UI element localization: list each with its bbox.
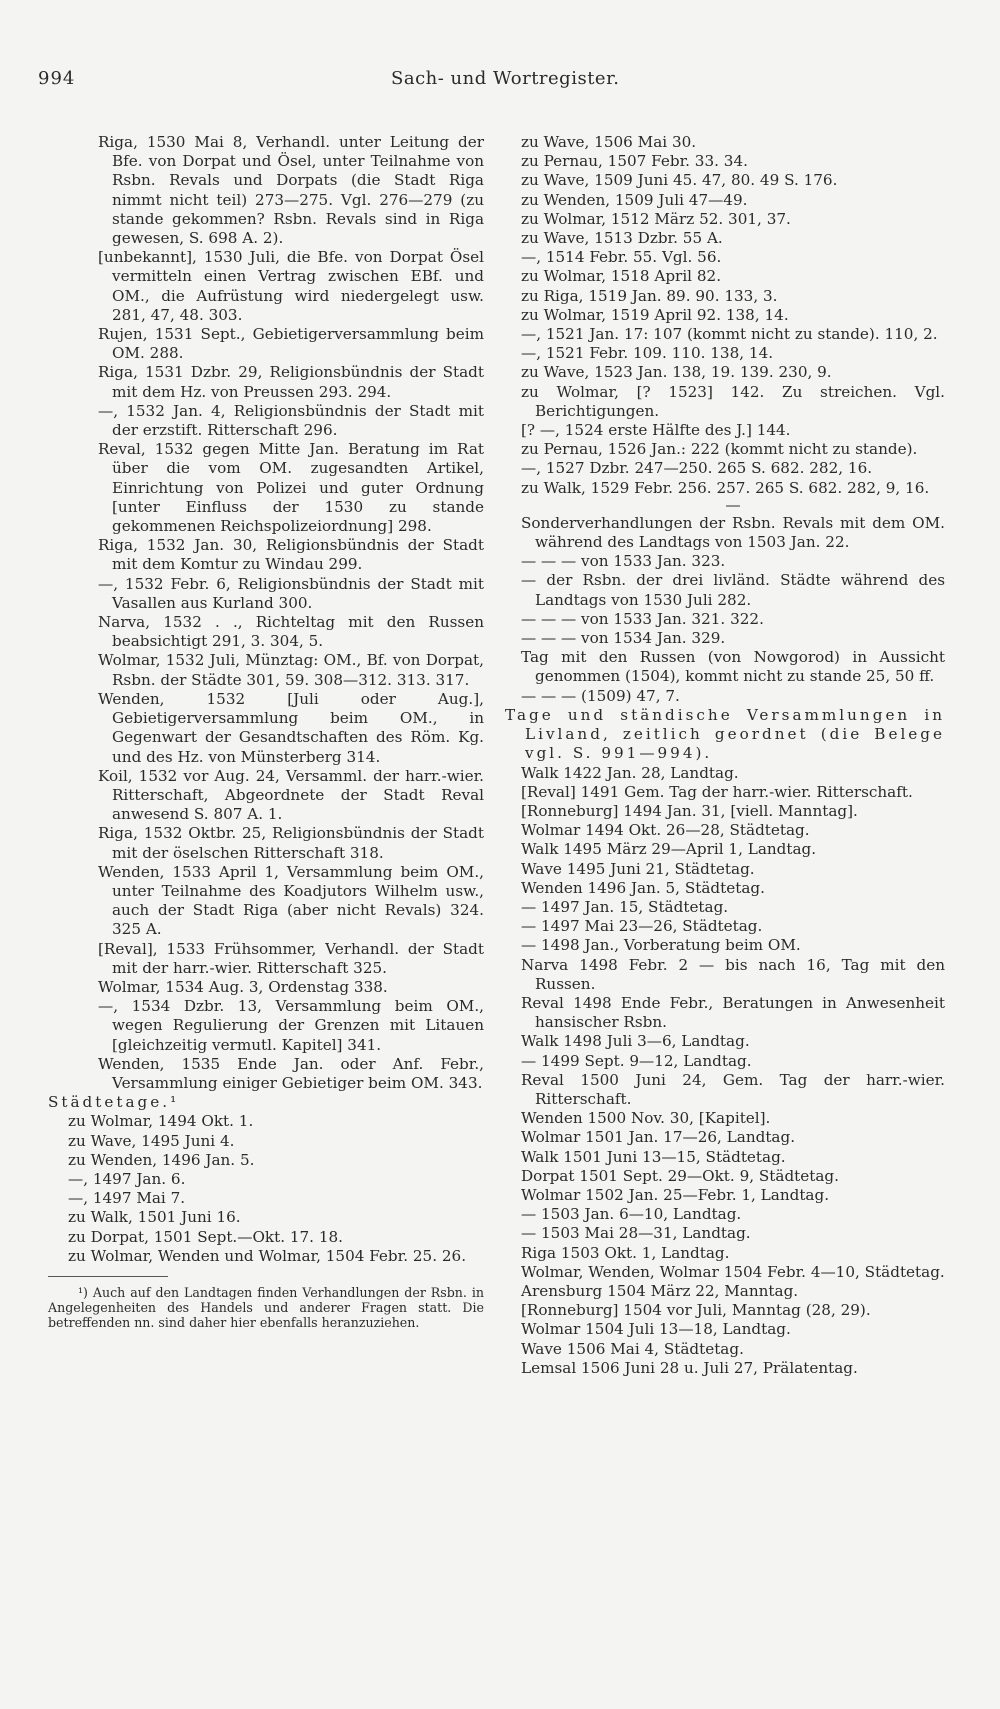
list-item: Dorpat 1501 Sept. 29—Okt. 9, Städtetag. (521, 1166, 839, 1185)
index-entry: Riga, 1532 Jan. 30, Religionsbündnis der Stadt mit dem Komtur zu Windau 299. (98, 536, 484, 574)
list-item: [Ronneburg] 1504 vor Juli, Manntag (28, 29). (521, 1301, 871, 1320)
list-item: — — — von 1533 Jan. 321. 322. (521, 609, 764, 628)
index-entry: Wenden, 1535 Ende Jan. oder Anf. Febr., Versammlung einiger Gebietiger beim OM. 343. (98, 1054, 484, 1092)
list-item: Lemsal 1506 Juni 28 u. Juli 27, Prälatentag. (521, 1358, 858, 1377)
index-entry: Rujen, 1531 Sept., Gebietigerversammlung beim OM. 288. (98, 325, 484, 363)
list-item: zu Pernau, 1526 Jan.: 222 (kommt nicht zu stande). (521, 440, 918, 459)
list-item: zu Walk, 1529 Febr. 256. 257. 265 S. 682. 282, 9, 16. (521, 478, 930, 497)
list-item: Reval 1500 Juni 24, Gem. Tag der harr.-wier. Ritterschaft. (521, 1070, 945, 1108)
list-item: zu Wolmar, 1512 März 52. 301, 37. (521, 209, 791, 228)
footnote-rule (48, 1276, 168, 1277)
list-item: —, 1521 Jan. 17: 107 (kommt nicht zu stande). 110, 2. (521, 325, 938, 344)
list-item: Wave 1506 Mai 4, Städtetag. (521, 1339, 744, 1358)
left-column (48, 133, 484, 1330)
index-entry: Wenden, 1533 April 1, Versammlung beim OM., unter Teilnahme des Koadjutors Wilhelm usw., auch der Stadt Riga (aber nicht Revals) 324. 325 A. (98, 862, 484, 939)
list-item: zu Wave, 1523 Jan. 138, 19. 139. 230, 9. (521, 363, 832, 382)
list-item: —, 1527 Dzbr. 247—250. 265 S. 682. 282, 16. (521, 459, 873, 478)
left-entries (98, 133, 484, 1093)
list-item: Walk 1495 März 29—April 1, Landtag. (521, 840, 817, 859)
list-item: zu Wenden, 1496 Jan. 5. (68, 1150, 255, 1169)
list-item: zu Wave, 1513 Dzbr. 55 A. (521, 229, 723, 248)
list-item: —, 1514 Febr. 55. Vgl. 56. (521, 248, 722, 267)
list-item: zu Wolmar, 1494 Okt. 1. (68, 1112, 254, 1131)
list-item: [Ronneburg] 1494 Jan. 31, [viell. Manntag]. (521, 801, 858, 820)
list-item: zu Wolmar, 1519 April 92. 138, 14. (521, 305, 789, 324)
list-item: —, 1497 Jan. 6. (68, 1169, 186, 1188)
list-item: [Reval] 1491 Gem. Tag der harr.-wier. Ritterschaft. (521, 782, 913, 801)
index-entry: Wenden, 1532 [Juli oder Aug.], Gebietigerversammlung beim OM., in Gegenwart der Gesandtschaften des Röm. Kg. und des Hz. von Münsterberg 314. (98, 689, 484, 766)
index-entry: Wolmar, 1532 Juli, Münztag: OM., Bf. von Dorpat, Rsbn. der Städte 301, 59. 308—312. 313. 317. (98, 651, 484, 689)
staedtetage-list (68, 1112, 484, 1266)
index-entry: Reval, 1532 gegen Mitte Jan. Beratung im Rat über die vom OM. zugesandten Artikel, Einrichtung von Polizei und guter Ordnung [unter Einfluss der 1530 zu stande gekommenen Reichspolizeiordnung] 298. (98, 440, 484, 536)
index-entry: Narva, 1532 . ., Richteltag mit den Russen beabsichtigt 291, 3. 304, 5. (98, 613, 484, 651)
list-item: zu Wenden, 1509 Juli 47—49. (521, 190, 748, 209)
list-item: zu Wolmar, [? 1523] 142. Zu streichen. Vgl. Berichtigungen. (521, 382, 945, 420)
list-item: Wenden 1496 Jan. 5, Städtetag. (521, 878, 765, 897)
list-item: — — — von 1534 Jan. 329. (521, 629, 726, 648)
list-item: zu Wave, 1509 Juni 45. 47, 80. 49 S. 176. (521, 171, 838, 190)
list-item: — — — (1509) 47, 7. (521, 686, 680, 705)
list-item: [? —, 1524 erste Hälfte des J.] 144. (521, 421, 791, 440)
index-entry: —, 1532 Jan. 4, Religionsbündnis der Stadt mit der erzstift. Ritterschaft 296. (98, 401, 484, 440)
list-item: zu Dorpat, 1501 Sept.—Okt. 17. 18. (68, 1227, 343, 1246)
list-item: zu Riga, 1519 Jan. 89. 90. 133, 3. (521, 286, 778, 305)
list-item: Wolmar 1501 Jan. 17—26, Landtag. (521, 1128, 796, 1147)
list-item: — 1498 Jan., Vorberatung beim OM. (521, 936, 801, 955)
list-item: zu Wave, 1506 Mai 30. (521, 133, 697, 151)
list-item: —, 1521 Febr. 109. 110. 138, 14. (521, 344, 774, 363)
list-item: zu Wave, 1495 Juni 4. (68, 1131, 235, 1150)
list-item: — — — von 1533 Jan. 323. (521, 552, 726, 571)
list-item: Walk 1498 Juli 3—6, Landtag. (521, 1032, 750, 1051)
list-item: Arensburg 1504 März 22, Manntag. (521, 1281, 799, 1300)
list-item: Walk 1501 Juni 13—15, Städtetag. (521, 1147, 786, 1166)
list-item: Wenden 1500 Nov. 30, [Kapitel]. (521, 1109, 771, 1128)
list-item: zu Pernau, 1507 Febr. 33. 34. (521, 152, 748, 171)
list-item: Wave 1495 Juni 21, Städtetag. (521, 859, 755, 878)
list-item: — der Rsbn. der drei livländ. Städte während des Landtags von 1530 Juli 282. (521, 571, 945, 609)
index-entry: Riga, 1532 Oktbr. 25, Religionsbündnis der Stadt mit der öselschen Ritterschaft 318. (98, 824, 484, 862)
list-item: zu Wolmar, 1518 April 82. (521, 267, 722, 286)
list-item: — 1497 Mai 23—26, Städtetag. (521, 917, 763, 936)
index-entry: —, 1534 Dzbr. 13, Versammlung beim OM., wegen Regulierung der Grenzen mit Litauen [gleichzeitig vermutl. Kapitel] 341. (98, 997, 484, 1054)
page-number: 994 (38, 68, 76, 89)
list-item: Narva 1498 Febr. 2 — bis nach 16, Tag mit den Russen. (521, 955, 945, 993)
list-item: Wolmar 1504 Juli 13—18, Landtag. (521, 1320, 791, 1339)
list-item: — 1499 Sept. 9—12, Landtag. (521, 1051, 752, 1070)
tage-list (521, 764, 945, 1379)
list-item: Wolmar, Wenden, Wolmar 1504 Febr. 4—10, Städtetag. (521, 1262, 945, 1281)
list-item: Wolmar 1494 Okt. 26—28, Städtetag. (521, 821, 810, 840)
index-entry: Riga, 1530 Mai 8, Verhandl. unter Leitung der Bfe. von Dorpat und Ösel, unter Teilnahme von Rsbn. Revals und Dorpats (die Stadt Riga nimmt nicht teil) 273—275. Vgl. 276—279 (zu stande gekommen? Rsbn. Revals sind in Riga gewesen, S. 698 A. 2). (98, 133, 484, 248)
list-item: —, 1497 Mai 7. (68, 1189, 186, 1208)
list-item: — 1503 Mai 28—31, Landtag. (521, 1224, 751, 1243)
list-item: Riga 1503 Okt. 1, Landtag. (521, 1243, 730, 1262)
index-entry: —, 1532 Febr. 6, Religionsbündnis der Stadt mit Vasallen aus Kurland 300. (98, 574, 484, 612)
list-item: — 1497 Jan. 15, Städtetag. (521, 897, 729, 916)
section-separator: — (725, 495, 741, 514)
list-item: Sonderverhandlungen der Rsbn. Revals mit dem OM. während des Landtags von 1503 Jan. 22. (521, 513, 945, 552)
running-title: Sach- und Wortregister. (391, 68, 620, 89)
list-item: Wolmar 1502 Jan. 25—Febr. 1, Landtag. (521, 1185, 830, 1204)
index-entry: [unbekannt], 1530 Juli, die Bfe. von Dorpat Ösel vermitteln einen Vertrag zwischen EBf. und OM., die Aufrüstung wird niedergelegt usw. 281, 47, 48. 303. (98, 248, 484, 324)
footnote: ¹) Auch auf den Landtagen finden Verhandlungen der Rsbn. in Angelegenheiten des Handels und anderer Fragen statt. Die betreffenden nn. sind daher hier ebenfalls heranzuziehen. (48, 1284, 484, 1330)
page-header (0, 62, 1000, 92)
index-entry: Riga, 1531 Dzbr. 29, Religionsbündnis der Stadt mit dem Hz. von Preussen 293. 294. (98, 363, 484, 401)
staedtetage-continued (521, 133, 945, 706)
list-item: Tag mit den Russen (von Nowgorod) in Aussicht genommen (1504), kommt nicht zu stande 25, 50 ff. (521, 648, 945, 686)
list-item: Walk 1422 Jan. 28, Landtag. (521, 763, 739, 782)
right-column (505, 133, 945, 1378)
list-item: Reval 1498 Ende Febr., Beratungen in Anwesenheit hansischer Rsbn. (521, 993, 945, 1032)
index-entry: Koil, 1532 vor Aug. 24, Versamml. der harr.-wier. Ritterschaft, Abgeordnete der Stadt Reval anwesend S. 807 A. 1. (98, 766, 484, 824)
index-entry: Wolmar, 1534 Aug. 3, Ordenstag 338. (98, 977, 388, 996)
list-item: — 1503 Jan. 6—10, Landtag. (521, 1205, 742, 1224)
staedtetage-heading: Städtetage.¹ (48, 1093, 180, 1112)
tage-heading: Tage und ständische Versammlungen in Livland, zeitlich geordnet (die Belege vgl. S. 991—994). (505, 705, 945, 763)
index-entry: [Reval], 1533 Frühsommer, Verhandl. der Stadt mit der harr.-wier. Ritterschaft 325. (98, 939, 484, 977)
list-item: zu Wolmar, Wenden und Wolmar, 1504 Febr. 25. 26. (68, 1246, 467, 1265)
list-item: zu Walk, 1501 Juni 16. (68, 1208, 241, 1227)
